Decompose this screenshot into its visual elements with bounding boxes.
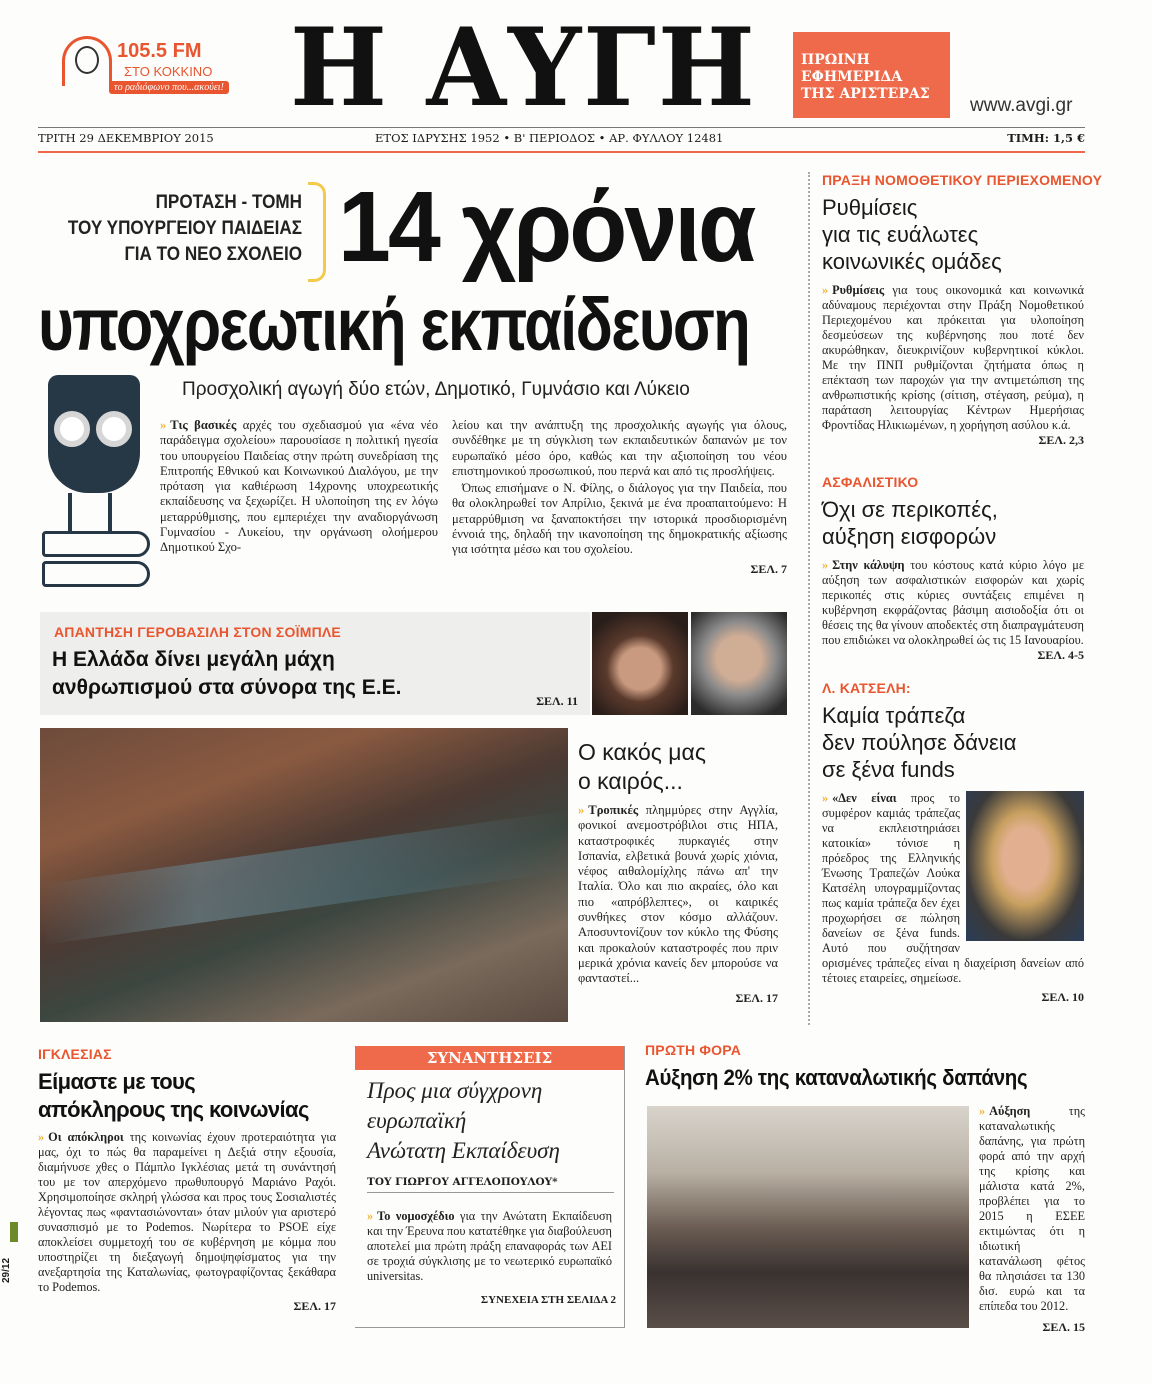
edge-date: 29/12 bbox=[1, 1257, 13, 1284]
chevron-icon: » bbox=[367, 1209, 374, 1223]
lead-subhead: Προσχολική αγωγή δύο ετών, Δημοτικό, Γυμνάσιο και Λύκειο bbox=[182, 379, 690, 400]
byline: ΤΟΥ ΓΙΩΡΓΟΥ ΑΓΓΕΛΟΠΟΥΛΟΥ* bbox=[367, 1176, 614, 1193]
lead-headline-2: υποχρεωτική εκπαίδευση bbox=[38, 283, 750, 366]
issue-info: ΕΤΟΣ ΙΔΡΥΣΗΣ 1952 • Β' ΠΕΡΙΟΔΟΣ • ΑΡ. ΦΥΛΛΟΥ 12481 bbox=[375, 131, 724, 145]
column-divider bbox=[808, 172, 810, 1025]
price: ΤΙΜΗ: 1,5 € bbox=[1007, 131, 1085, 145]
radio-logo: 105.5 FM ΣΤΟ ΚΟΚΚΙΝΟ το ραδιόφωνο που...ακούει! bbox=[62, 34, 227, 100]
gerovasili-story[interactable]: ΑΠΑΝΤΗΣΗ ΓΕΡΟΒΑΣΙΛΗ ΣΤΟΝ ΣΟΪΜΠΛΕ Η Ελλάδα δίνει μεγάλη μάχη ανθρωπισμού στα σύνορα της Ε.Ε. ΣΕΛ. 11 bbox=[40, 612, 590, 715]
lead-col-1: » Τις βασικές αρχές του σχεδιασμού για «ένα νέο παράδειγμα σχολείου» παρουσίασε η πολιτική ηγεσία του υπουργείου Παιδείας στην πρώτη συνεδρίαση της Επιτροπής Εθνικού και Κοινωνικού Διαλόγου, με την πρόταση για καθιέρωση 14χρονης υποχρεωτικής εκπαίδευσης να ξεχωρίζει. Η υλοποίηση της εν λόγω μεταρρύθμισης, που εμπεριέχει την αναδιοργάνωση Γυμνασίου - Λυκείου, την οργάνωση ολοήμερου Δημοτικού Σχο- bbox=[160, 418, 438, 555]
shopping-street-photo bbox=[647, 1106, 969, 1328]
chevron-icon: » bbox=[160, 418, 167, 432]
opinion-box[interactable]: ΣΥΝΑΝΤΗΣΕΙΣ Προς μια σύγχρονη ευρωπαϊκή Ανώτατη Εκπαίδευση ΤΟΥ ΓΙΩΡΓΟΥ ΑΓΓΕΛΟΠΟΥΛΟΥ* » Το νομοσχέδιο για την Ανώτατη Εκπαίδευση και την Έρευνα που κατατέθηκε για διαβούλευση αποτελεί μια πρώτη πράξη επαναφοράς των ΑΕΙ σε τροχιά σύγκλισης με το νεωτερικό ευρωπαϊκό universitas. ΣΥΝΕΧΕΙΑ ΣΤΗ ΣΕΛΙΔΑ 2 bbox=[355, 1046, 625, 1328]
chevron-icon: » bbox=[38, 1130, 45, 1144]
chevron-icon: » bbox=[578, 803, 585, 817]
consumption-story[interactable]: ΠΡΩΤΗ ΦΟΡΑ Αύξηση 2% της καταναλωτικής δαπάνης » Αύξηση της καταναλωτικής δαπάνης, για πρώτη φορά από την αρχή της κρίσης και μάλιστα κατά 2%, προβλέπει για το 2015 η ΕΣΕΕ εκτιμώντας ότι η ιδιωτική κατανάλωση φέτος θα πλησιάσει τα 130 δισ. ευρώ και τα επίπεδα του 2012. ΣΕΛ. 15 bbox=[645, 1042, 1085, 1334]
tagline-box: ΠΡΩΙΝΗ ΕΦΗΜΕΡΙΔΑ ΤΗΣ ΑΡΙΣΤΕΡΑΣ bbox=[793, 32, 950, 118]
gerovasili-photo bbox=[592, 612, 688, 715]
iglesias-story[interactable]: ΙΓΚΛΕΣΙΑΣ Είμαστε με τους απόκληρους της κοινωνίας » Οι απόκληροι της κοινωνίας έχουν προτεραιότητα για μας, όχι το πώς θα παραμείνει η Δεξιά στην εξουσία, διαμήνυσε χθες ο Πάμπλο Ιγκλέσιας μετά τη συνάντησή του με τον απερχόμενο πρωθυπουργό Μαριάνο Ραχόι. Χρησιμοποίησε σκληρή γλώσσα και προς τους Σοσιαλιστές λέγοντας πως «φαντασιώνονται» όταν μιλούν για αριστερό συνασπισμό με το Podemos. Νωρίτερα το PSOE είχε αποκλείσει συμμετοχή του σε κυβέρνηση με κόμμα που υποστηρίζει τη διεξαγωγή δημοψηφίσματος για την ανεξαρτησία της Καταλωνίας, φωτογραφίζοντας ξεκάθαρα το Podemos. ΣΕΛ. 17 bbox=[38, 1046, 337, 1313]
right-story-2[interactable]: ΑΣΦΑΛΙΣΤΙΚΟ Όχι σε περικοπές, αύξηση εισφορών » Στην κάλυψη του κόστους κατά κύριο λόγο με αύξηση των ασφαλιστικών εισφορών και χωρίς περικοπές στις κύριες συντάξεις επιμένει η κυβέρνηση εκφράζοντας βάσιμη αισιοδοξία ότι οι θέσεις της θα γίνουν αποδεκτές στη διαπραγμάτευση που επιδιώκει να ολοκληρωθεί ώς τις 15 Ιανουαρίου. ΣΕΛ. 4-5 bbox=[822, 474, 1085, 662]
lead-headline-1: 14 χρόνια bbox=[338, 171, 754, 283]
right-story-3[interactable]: Λ. ΚΑΤΣΕΛΗ: Καμία τράπεζα δεν πούλησε δάνεια σε ξένα funds » «Δεν είναι προς το συμφέρον καμιάς τράπεζας να εκπλειστηριάσει κατοικία» τόνισε η πρόεδρος της Ελληνικής Ένωσης Τραπεζών Λούκα Κατσέλη υπογραμμίζοντας πως καμία τράπεζα δεν έχει προχωρήσει σε πώληση δανείων σε ξένα funds. Αυτό που συζήτησαν ορισμένες τράπεζες είναι η διαχείριση δανείων από τέτοιες εταιρείες, σημείωσε. ΣΕΛ. 10 bbox=[822, 680, 1084, 1004]
chevron-icon: » bbox=[822, 791, 829, 805]
lead-col-2: λείου και την ανάπτυξη της προσχολικής αγωγής για όλους, συνδέθηκε με τη σύγκλιση των εκπαιδευτικών δαπανών με τον ευρωπαϊκό μέσο όρο, καθώς και την αξιοποίηση του νέου επιστημονικού προσωπικού, που περνά και από τις προσλήψεις. Όπως επισήμανε ο Ν. Φίλης, ο διάλογος για την Παιδεία, που θα ολοκληρωθεί τον Απρίλιο, ξεκινά με ένα προαπαιτούμενο: Η μεταρρύθμιση να ξαναποκτήσει την ιστορικά προσδιορισμένη έννοιά της, δηλαδή την ικανοποίηση της δημοκρατικής αξίωσης για ισότητα μέσω και του σχολείου. ΣΕΛ. 7 bbox=[452, 418, 787, 576]
chevron-icon: » bbox=[979, 1104, 986, 1118]
date: ΤΡΙΤΗ 29 ΔΕΚΕΜΒΡΙΟΥ 2015 bbox=[38, 131, 214, 145]
owl-illustration bbox=[40, 375, 152, 590]
chevron-icon: » bbox=[822, 283, 829, 297]
schaeuble-photo bbox=[691, 612, 787, 715]
website[interactable]: www.avgi.gr bbox=[970, 95, 1073, 116]
lead-kicker: ΠΡΟΤΑΣΗ - ΤΟΜΗ ΤΟΥ ΥΠΟΥΡΓΕΙΟΥ ΠΑΙΔΕΙΑΣ ΓΙΑ ΤΟ ΝΕΟ ΣΧΟΛΕΙΟ bbox=[67, 192, 302, 265]
brace-decoration bbox=[308, 182, 326, 282]
divider bbox=[38, 151, 1085, 153]
weather-headline: Ο κακός μας ο καιρός... bbox=[578, 739, 706, 794]
newspaper-title: Η ΑΥΓΗ bbox=[290, 5, 757, 131]
katseli-photo bbox=[966, 791, 1084, 941]
right-story-1[interactable]: ΠΡΑΞΗ ΝΟΜΟΘΕΤΙΚΟΥ ΠΕΡΙΕΧΟΜΕΝΟΥ Ρυθμίσεις για τις ευάλωτες κοινωνικές ομάδες » Ρυθμίσεις για τους οικονομικά και κοινωνικά αδύναμους περιέχονται στην Πράξη Νομοθετικού Περιεχομένου και πρόκειται για υλοποίηση δεσμεύσεων της κυβέρνησης που ποτέ δεν ακυρώθηκαν, διευκρινίζουν κυβερνητικοί κύκλοι. Με την ΠΝΠ ρυθμίζονται ζητήματα όπως η επέκταση των παροχών για την αντιμετώπιση της ανθρωπιστικής κρίσης (σίτιση, στέγαση, ρεύμα), η παράταση λειτουργίας Κέντρων Ημερήσιας Φροντίδας Ηλικιωμένων, η χορήγηση ασύλου κ.ά. ΣΕΛ. 2,3 bbox=[822, 172, 1103, 447]
aerial-flood-photo bbox=[40, 728, 568, 1022]
chevron-icon: » bbox=[822, 558, 829, 572]
weather-body: » Τροπικές πλημμύρες στην Αγγλία, φονικοί ανεμοστρόβιλοι στις ΗΠΑ, καταστροφικές πυρκαγιές στην Ισπανία, ελβετικά βουνά χωρίς χιόνια, νέφος αιθαλομίχλης πάνω απ' την Ιταλία. Όλο και πιο ακραίες, όλο και πιο «απρόβλεπτες», οι καιρικές συνθήκες στον κόσμο αλλάζουν. Αποσυντονίζουν τον κύκλο της Φύσης και προκαλούν καταστροφές που πριν μερικά χρόνια κανείς δεν μπορούσε να φανταστεί... ΣΕΛ. 17 bbox=[578, 803, 778, 1005]
continued-link[interactable]: ΣΥΝΕΧΕΙΑ ΣΤΗ ΣΕΛΙΔΑ 2 bbox=[480, 1294, 616, 1306]
opinion-banner: ΣΥΝΑΝΤΗΣΕΙΣ bbox=[355, 1046, 624, 1070]
edge-marker bbox=[10, 1222, 18, 1242]
divider bbox=[38, 127, 1085, 128]
page-ref[interactable]: ΣΕΛ. 7 bbox=[750, 561, 787, 576]
